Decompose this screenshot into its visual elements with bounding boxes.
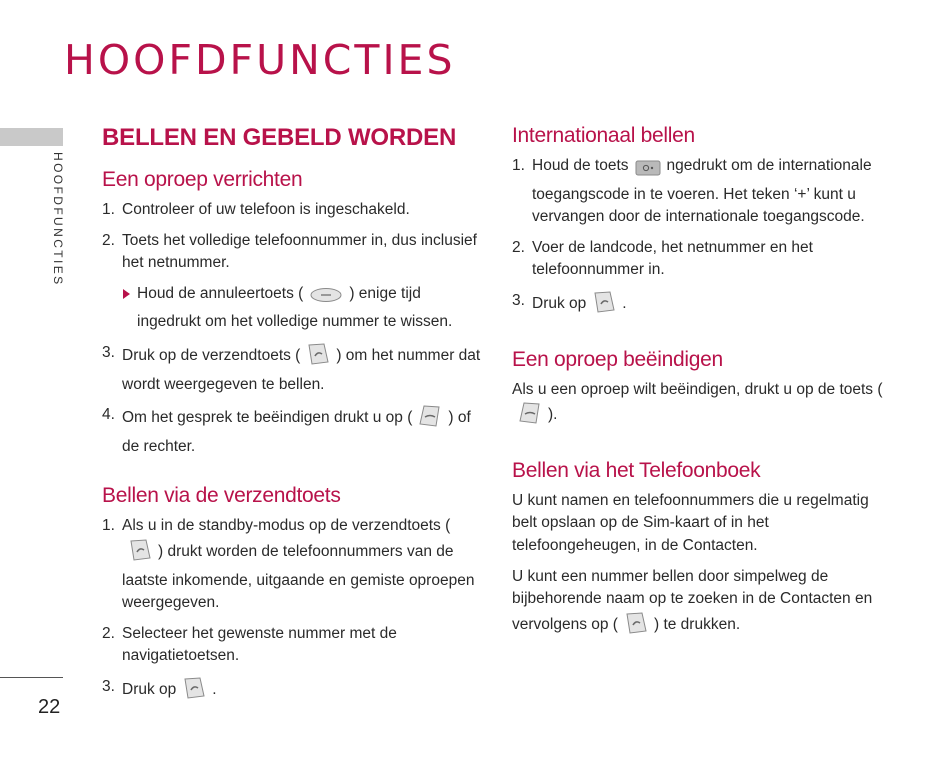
list-item [102, 404, 482, 458]
item-text: Selecteer het gewenste nummer met de navigatietoetsen. [122, 624, 397, 665]
item-text-a: Druk op [532, 294, 587, 312]
item-text-b: ) of de rechter. [122, 409, 471, 455]
item-text-a: Druk op [122, 680, 177, 698]
item-number: 3. [512, 291, 525, 309]
list-item [512, 155, 892, 229]
item-number: 2. [102, 624, 115, 642]
send-key-icon [128, 538, 152, 570]
page-number: 22 [38, 696, 61, 718]
list-item [512, 290, 892, 322]
paragraph-text-b: ). [548, 406, 558, 424]
item-number: 2. [512, 238, 525, 256]
list-item [102, 230, 482, 275]
item-text-b: . [622, 294, 627, 312]
subheading-end-call: Een oproep beëindigen [512, 347, 723, 371]
item-text-b: ngedrukt om de internationale toegangscode in te voeren. Het teken ‘+’ kunt u vervangen door de internationale toegangscode. [532, 157, 872, 226]
item-number: 4. [102, 406, 115, 424]
item-text-a: Houd de toets [532, 157, 629, 174]
send-key-icon [306, 342, 330, 374]
left-column [102, 124, 482, 716]
subheading-send-key: Bellen via de verzendtoets [102, 484, 341, 508]
paragraph-text-a: Als u een oproep wilt beëindigen, drukt u op de toets ( [512, 380, 883, 398]
page-title: HOOFDFUNCTIES [64, 36, 456, 84]
zero-key-icon [635, 160, 661, 184]
paragraph-text-b: ) te drukken. [653, 615, 741, 633]
item-number: 2. [102, 231, 115, 249]
send-key-icon [624, 611, 648, 643]
sub-note-text-a: Houd de annuleertoets ( [137, 284, 304, 302]
item-text-b: . [212, 680, 217, 698]
item-text-a: Als u in de standby-modus op de verzendtoets ( [122, 517, 451, 535]
item-text: Toets het volledige telefoonnummer in, dus inclusief het netnummer. [122, 231, 477, 272]
paragraph-text-a: U kunt een nummer bellen door simpelweg de bijbehorende naam op te zoeken in de Contacten en vervolgens op ( [512, 567, 873, 633]
sub-note [102, 283, 482, 334]
list-item [102, 515, 482, 614]
paragraph: U kunt namen en telefoonnummers die u regelmatig belt opslaan op de Sim-kaart of in het telefoongeheugen, in de Contacten. [512, 491, 869, 554]
list-item [102, 676, 482, 708]
item-text-a: Om het gesprek te beëindigen drukt u op ( [122, 409, 413, 427]
right-column [512, 124, 892, 650]
paragraph [512, 566, 892, 643]
list-item [102, 199, 482, 222]
item-number: 1. [102, 201, 115, 218]
list-item [102, 623, 482, 668]
footer-divider [0, 677, 63, 678]
sub-note-text-b: ) enige tijd ingedrukt om het volledige nummer te wissen. [137, 284, 453, 331]
item-number: 1. [102, 517, 115, 535]
item-number: 3. [102, 343, 115, 361]
list-item [102, 342, 482, 396]
subheading-international: Internationaal bellen [512, 124, 695, 147]
bullet-arrow-icon [123, 289, 130, 299]
subheading-phonebook: Bellen via het Telefoonboek [512, 458, 761, 482]
item-number: 3. [102, 677, 115, 695]
item-text-b: ) drukt worden de telefoonnummers van de laatste inkomende, uitgaande en gemiste oproepen weergegeven. [122, 542, 475, 612]
side-tab-marker [0, 128, 63, 146]
send-key-icon [182, 676, 206, 708]
item-number: 1. [512, 157, 525, 174]
item-text-b: ) om het nummer dat wordt weergegeven te bellen. [122, 346, 481, 393]
end-key-icon [418, 404, 442, 436]
item-text-a: Druk op de verzendtoets ( [122, 346, 301, 364]
clear-key-icon [309, 286, 343, 312]
list-item [512, 237, 892, 282]
item-text: Voer de landcode, het netnummer en het telefoonnummer in. [532, 238, 813, 279]
paragraph [512, 379, 892, 433]
send-key-icon [592, 290, 616, 322]
item-text: Controleer of uw telefoon is ingeschakeld. [122, 201, 410, 218]
subheading-make-call: Een oproep verrichten [102, 168, 303, 191]
section-heading: BELLEN EN GEBELD WORDEN [102, 124, 457, 151]
side-tab-label: HOOFDFUNCTIES [51, 152, 65, 287]
end-key-icon [518, 401, 542, 433]
